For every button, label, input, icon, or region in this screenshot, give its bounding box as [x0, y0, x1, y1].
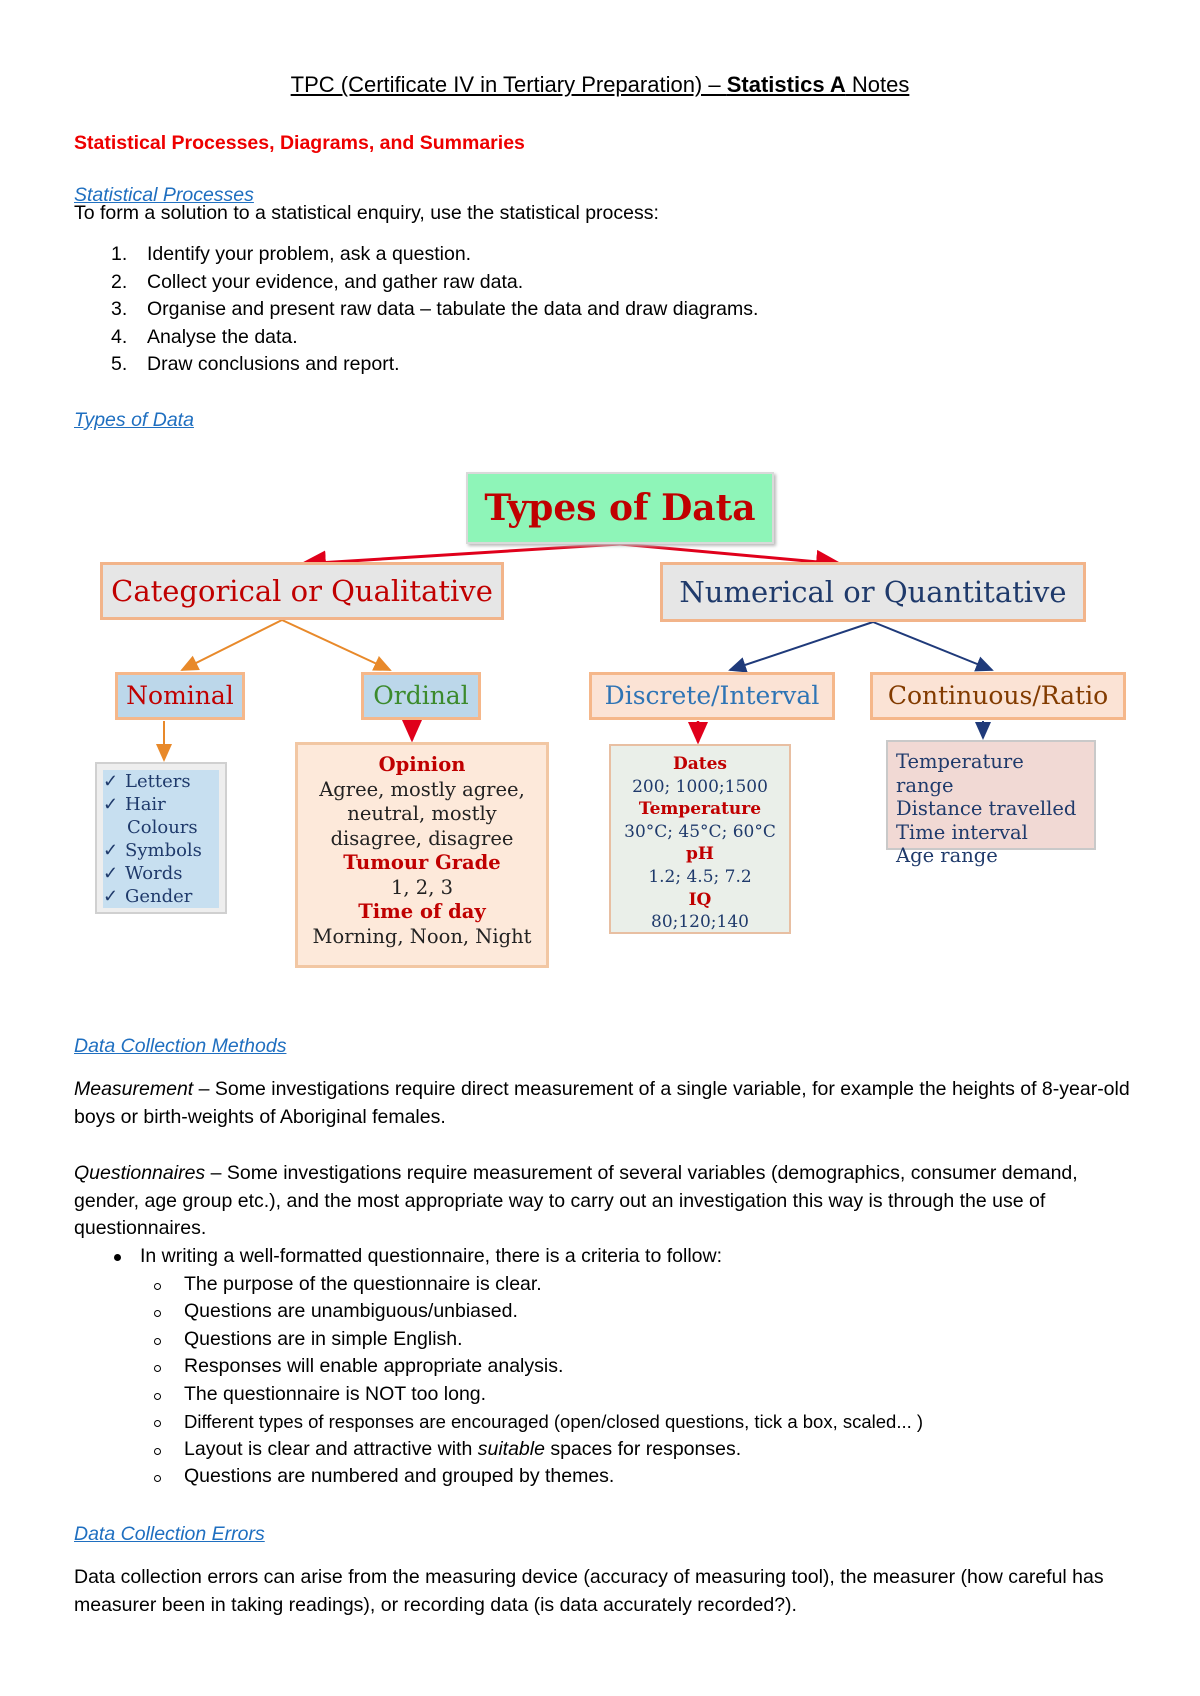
- nominal-item: [103, 839, 219, 862]
- circle-bullet-icon: [154, 1310, 161, 1317]
- document-title: [0, 72, 1200, 98]
- nominal-item-text: Gender: [125, 886, 193, 907]
- step-text: Draw conclusions and report.: [147, 353, 400, 375]
- ordinal-heading: Time of day: [358, 900, 486, 923]
- bullet-icon: [114, 1254, 121, 1261]
- ordinal-text: Agree, mostly agree,: [319, 777, 525, 801]
- step-number: 1.: [111, 243, 128, 265]
- step-text: Collect your evidence, and gather raw data.: [147, 270, 524, 293]
- circle-bullet-icon: [154, 1393, 161, 1400]
- step-number: 2.: [111, 270, 128, 293]
- criteria-item: [74, 1298, 923, 1326]
- continuous-text: Distance travelled: [896, 797, 1077, 820]
- step-text: Organise and present raw data – tabulate the data and draw diagrams.: [147, 298, 759, 320]
- title-bold: Statistics A: [726, 72, 846, 97]
- arrow-categorical-to-ordinal: [282, 620, 390, 670]
- ordinal-heading: Tumour Grade: [343, 851, 501, 874]
- criteria-text: Questions are numbered and grouped by themes.: [184, 1465, 615, 1487]
- check-icon: ✓: [103, 794, 119, 815]
- types-heading: Types of Data: [74, 409, 194, 431]
- process-step: [74, 351, 758, 379]
- criteria-text: Layout is clear and attractive with: [184, 1437, 478, 1460]
- ordinal-text: 1, 2, 3: [390, 875, 453, 899]
- continuous-examples: [886, 740, 1096, 867]
- arrow-numerical-to-discrete: [730, 622, 873, 670]
- circle-bullet-icon: [154, 1338, 161, 1345]
- circle-bullet-icon: [154, 1475, 161, 1482]
- criteria-item: [74, 1271, 923, 1299]
- arrow-numerical-to-continuous: [873, 622, 992, 670]
- bullet-text: In writing a well-formatted questionnaire, there is a criteria to follow:: [140, 1245, 723, 1267]
- criteria-italic: suitable: [477, 1437, 545, 1460]
- questionnaire-paragraph: [74, 1160, 1134, 1243]
- nominal-item: Colours: [103, 816, 219, 839]
- nominal-item: [103, 885, 219, 908]
- section-title: Statistical Processes, Diagrams, and Summaries: [74, 132, 525, 154]
- process-step: [74, 296, 758, 324]
- discrete-heading: IQ: [688, 889, 712, 910]
- title-suffix: Notes: [845, 72, 910, 97]
- discrete-heading: Dates: [673, 754, 727, 774]
- continuous-text: Age range: [896, 844, 998, 867]
- criteria-text: Different types of responses are encouraged (open/closed questions, tick a box, scaled... ): [184, 1411, 924, 1432]
- nominal-item-text: Symbols: [125, 840, 202, 861]
- ordinal-text: Morning, Noon, Night: [312, 924, 532, 948]
- discrete-text: 80;120;140: [651, 912, 749, 933]
- types-of-data-diagram: [90, 470, 1140, 990]
- step-text: Analyse the data.: [147, 325, 298, 348]
- questionnaire-term: Questionnaires: [74, 1162, 206, 1184]
- arrow-title-to-categorical: [302, 544, 620, 564]
- title-prefix: TPC (Certificate IV in Tertiary Preparation) –: [290, 72, 727, 97]
- process-step: [74, 324, 758, 352]
- nominal-box: Nominal: [115, 672, 245, 720]
- circle-bullet-icon: [154, 1448, 161, 1455]
- nominal-item-text: Letters: [125, 771, 191, 792]
- circle-bullet-icon: [154, 1420, 161, 1427]
- criteria-text: The questionnaire is NOT too long.: [184, 1382, 487, 1405]
- discrete-text: 30°C; 45°C; 60°C: [624, 821, 776, 842]
- errors-paragraph: Data collection errors can arise from the measuring device (accuracy of measuring tool), the measurer (how careful has measurer been in taking readings), or recording data (is data accurately recorded?).: [74, 1566, 1104, 1616]
- discrete-heading: Temperature: [638, 799, 762, 820]
- ordinal-text: disagree, disagree: [330, 826, 514, 850]
- criteria-text: Responses will enable appropriate analysis.: [184, 1355, 564, 1377]
- nominal-item-text: Words: [125, 863, 183, 884]
- categorical-box: Categorical or Qualitative: [100, 562, 504, 620]
- nominal-item: [103, 862, 219, 885]
- errors-heading: Data Collection Errors: [74, 1523, 265, 1545]
- processes-intro: To form a solution to a statistical enquiry, use the statistical process:: [74, 202, 659, 224]
- check-icon: ✓: [103, 886, 119, 907]
- questionnaire-bullets: [74, 1243, 923, 1491]
- discrete-text: 1.2; 4.5; 7.2: [648, 866, 752, 887]
- criteria-container: [74, 1271, 923, 1491]
- nominal-item-text: Hair: [125, 794, 166, 815]
- measurement-text: – Some investigations require direct measurement of a single variable, for example the heights of 8-year-old boys or birth-weights of Aboriginal females.: [74, 1078, 1130, 1128]
- criteria-item: [74, 1408, 923, 1436]
- circle-bullet-icon: [154, 1283, 161, 1290]
- check-icon: ✓: [103, 840, 119, 861]
- process-steps-list: [74, 241, 758, 379]
- process-step: [74, 269, 758, 297]
- criteria-text: spaces for responses.: [544, 1437, 742, 1460]
- diagram-title: Types of Data: [466, 472, 774, 544]
- numerical-box: Numerical or Quantitative: [660, 562, 1086, 622]
- check-icon: ✓: [103, 863, 119, 884]
- check-icon: ✓: [103, 771, 119, 792]
- nominal-examples: [95, 762, 227, 914]
- step-number: 3.: [111, 298, 128, 320]
- collection-heading: Data Collection Methods: [74, 1035, 287, 1057]
- criteria-item: [74, 1353, 923, 1381]
- continuous-box: Continuous/Ratio: [870, 672, 1126, 720]
- discrete-examples: [609, 744, 791, 934]
- ordinal-heading: Opinion: [378, 753, 466, 776]
- ordinal-box: Ordinal: [361, 672, 481, 720]
- step-text: Identify your problem, ask a question.: [147, 243, 472, 265]
- continuous-text: Temperature range: [896, 750, 1024, 797]
- continuous-text: Time interval: [896, 820, 1028, 844]
- arrow-categorical-to-nominal: [182, 620, 282, 670]
- step-number: 5.: [111, 353, 128, 375]
- discrete-text: 200; 1000;1500: [632, 776, 768, 797]
- nominal-item: [103, 770, 219, 793]
- questionnaire-text: – Some investigations require measurement of several variables (demographics, consumer demand, gender, age group etc.), and the most appropriate way to carry out an investigation this way is through the use of questionnaires.: [74, 1162, 1078, 1239]
- arrow-title-to-numerical: [620, 544, 840, 564]
- measurement-paragraph: [74, 1076, 1134, 1131]
- bullet-item: [74, 1243, 923, 1271]
- criteria-item: [74, 1381, 923, 1409]
- discrete-box: Discrete/Interval: [589, 672, 835, 720]
- criteria-item: [74, 1326, 923, 1354]
- processes-heading: Statistical Processes: [74, 184, 254, 206]
- criteria-list: [74, 1271, 923, 1491]
- process-step: [74, 241, 758, 269]
- circle-bullet-icon: [154, 1365, 161, 1372]
- nominal-item: [103, 793, 219, 816]
- step-number: 4.: [111, 325, 128, 348]
- criteria-item: [74, 1436, 923, 1464]
- criteria-text: Questions are in simple English.: [184, 1327, 463, 1350]
- ordinal-text: neutral, mostly: [347, 802, 497, 825]
- criteria-text: Questions are unambiguous/unbiased.: [184, 1300, 518, 1322]
- criteria-text: The purpose of the questionnaire is clear.: [184, 1272, 542, 1295]
- criteria-item: [74, 1463, 923, 1491]
- discrete-heading: pH: [686, 844, 714, 865]
- measurement-term: Measurement: [74, 1078, 194, 1100]
- ordinal-examples: [295, 742, 549, 968]
